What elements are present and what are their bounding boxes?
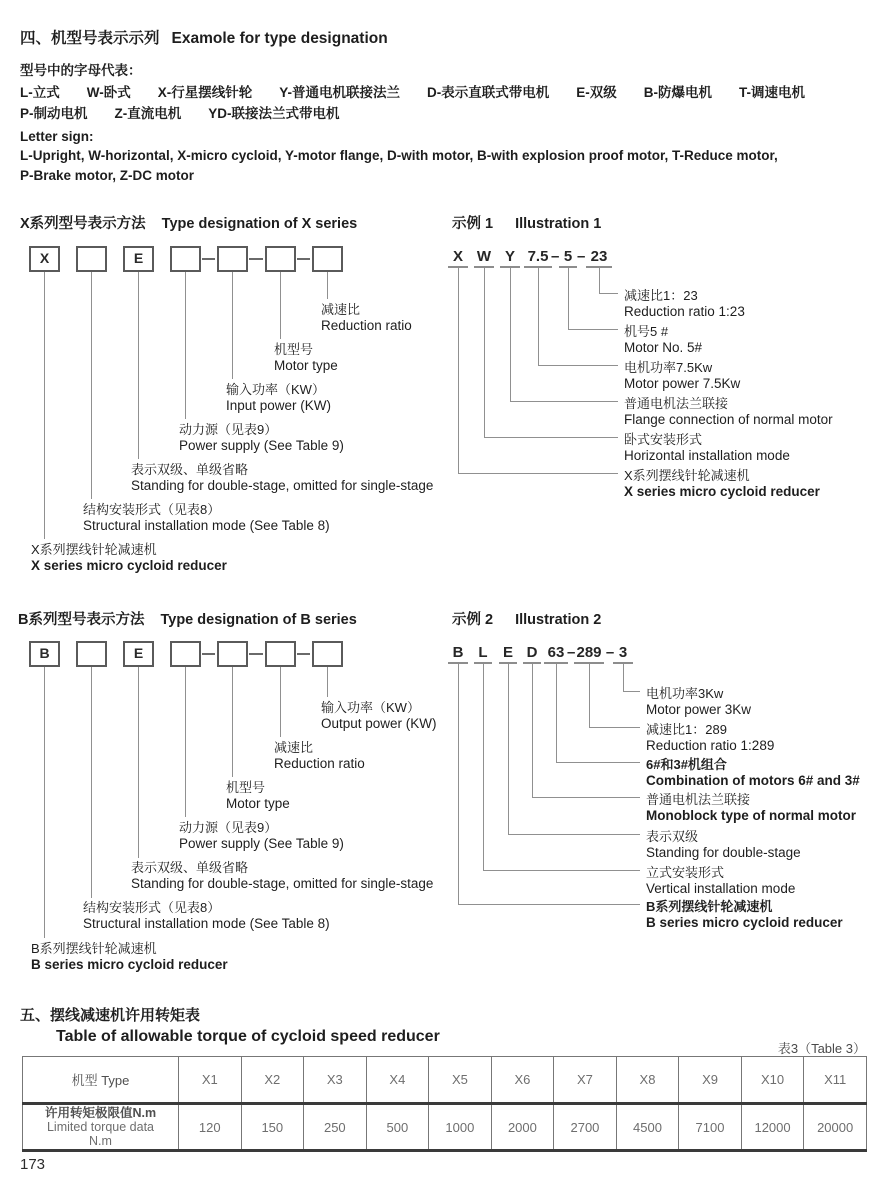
diagram-label-zh: 电机功率7.5Kw	[624, 360, 713, 375]
model-code-box	[170, 246, 201, 272]
table-cell: 2700	[554, 1104, 617, 1151]
diagram-label-zh: 减速比1：289	[646, 722, 727, 737]
diagram-label-zh: 动力源（见表9）	[179, 422, 278, 437]
diagram-label-en: Input power (KW)	[226, 398, 332, 413]
diagram-label-en: Structural installation mode (See Table 8)	[83, 916, 330, 931]
connector-line	[483, 870, 640, 871]
model-code-box: B	[29, 641, 60, 667]
diagram-label	[646, 792, 856, 824]
model-code-char: D	[523, 644, 541, 664]
diagram-label-en: Structural installation mode (See Table 8)	[83, 518, 330, 533]
connector-line	[623, 691, 640, 692]
connector-line	[538, 268, 539, 365]
letters-line-2: P-制动电机 Z-直流电机 YD-联接法兰式带电机	[20, 106, 340, 121]
table-cell: 120	[179, 1104, 242, 1151]
diagram-label-zh: 动力源（见表9）	[179, 820, 278, 835]
diagram-label	[226, 780, 290, 812]
x-series-heading-en: Type designation of X series	[161, 216, 358, 232]
model-code-char: 7.5	[524, 248, 552, 268]
model-code-dash: –	[567, 644, 576, 661]
diagram-label-en: X series micro cycloid reducer	[31, 558, 227, 573]
diagram-label	[624, 360, 740, 392]
illustration1-heading-zh: 示例 1	[452, 216, 494, 232]
connector-line	[91, 272, 92, 499]
diagram-label-en: Motor power 7.5Kw	[624, 376, 741, 391]
table-header-cell: X9	[679, 1057, 742, 1104]
table-header-row	[23, 1057, 867, 1104]
connector-line	[532, 664, 533, 797]
model-code-box	[217, 246, 248, 272]
model-code-char: 63	[544, 644, 568, 664]
box-separator-dash	[249, 653, 263, 655]
diagram-label-zh: 机型号	[226, 780, 266, 795]
model-code-char: B	[448, 644, 468, 664]
diagram-label-en: Horizontal installation mode	[624, 448, 790, 463]
diagram-label	[624, 432, 790, 464]
model-code-char: E	[499, 644, 517, 664]
table-cell: 2000	[491, 1104, 554, 1151]
connector-line	[280, 667, 281, 737]
illustration2-heading-en: Illustration 2	[515, 612, 602, 628]
model-code-char: X	[448, 248, 468, 268]
diagram-label-zh: 减速比1：23	[624, 288, 698, 303]
diagram-label-en: B series micro cycloid reducer	[31, 957, 228, 972]
page-title-zh: 四、机型号表示示列	[20, 30, 160, 47]
table-cell: 12000	[741, 1104, 804, 1151]
letter-sign-line-1: L-Upright, W-horizontal, X-micro cycloid, Y-motor flange, D-with motor, B-with explosion proof motor, T-Reduce motor,	[20, 148, 778, 163]
table-header-cell: X10	[741, 1057, 804, 1104]
diagram-label-zh: 电机功率3Kw	[646, 686, 724, 701]
model-code-char: 289	[574, 644, 604, 664]
box-separator-dash	[297, 653, 310, 655]
connector-line	[599, 293, 618, 294]
connector-line	[327, 667, 328, 697]
diagram-label-en: Reduction ratio 1:289	[646, 738, 775, 753]
diagram-label	[321, 700, 437, 732]
connector-line	[138, 272, 139, 459]
connector-line	[484, 437, 618, 438]
connector-line	[458, 268, 459, 473]
model-code-char: L	[474, 644, 492, 664]
row-label-unit: N.m	[89, 1134, 112, 1148]
diagram-label	[179, 820, 344, 852]
connector-line	[510, 401, 618, 402]
diagram-label-en: Reduction ratio 1:23	[624, 304, 745, 319]
diagram-label-en: Motor No. 5#	[624, 340, 703, 355]
diagram-label	[624, 468, 820, 500]
table-header-cell: X3	[304, 1057, 367, 1104]
diagram-label	[646, 899, 843, 931]
table-cell: 150	[241, 1104, 304, 1151]
box-separator-dash	[202, 653, 215, 655]
table-cell: 500	[366, 1104, 429, 1151]
b-series-heading	[18, 608, 357, 629]
b-series-heading-zh: B系列型号表示方法	[18, 612, 145, 628]
diagram-label	[646, 865, 795, 897]
illustration2-heading	[452, 608, 601, 629]
diagram-label-en: Power supply (See Table 9)	[179, 438, 344, 453]
letters-line-1: L-立式 W-卧式 X-行星摆线针轮 Y-普通电机联接法兰 D-表示直联式带电机 E-双级 B-防爆电机 T-调速电机	[20, 85, 805, 100]
diagram-label	[321, 302, 412, 334]
connector-line	[599, 268, 600, 293]
table-header-cell: X5	[429, 1057, 492, 1104]
box-separator-dash	[249, 258, 263, 260]
illustration1-heading-en: Illustration 1	[515, 216, 602, 232]
diagram-label	[226, 382, 331, 414]
diagram-label-zh: 表示双级	[646, 829, 699, 844]
diagram-label	[131, 860, 433, 892]
connector-line	[568, 268, 569, 329]
diagram-label	[646, 829, 801, 861]
model-code-char: 5	[559, 248, 577, 268]
connector-line	[280, 272, 281, 339]
diagram-label-zh: 机号5 #	[624, 324, 669, 339]
diagram-label	[31, 941, 228, 973]
table-row	[23, 1104, 867, 1151]
diagram-label	[646, 722, 774, 754]
connector-line	[508, 664, 509, 834]
connector-line	[458, 473, 618, 474]
model-code-box: E	[123, 641, 154, 667]
row-label-en: Limited torque data	[46, 1120, 154, 1134]
table-header-cell: X4	[366, 1057, 429, 1104]
table-header-cell: X8	[616, 1057, 679, 1104]
connector-line	[232, 667, 233, 777]
table-header-cell: X11	[804, 1057, 867, 1104]
diagram-label-zh: 结构安装形式（见表8）	[83, 502, 221, 517]
diagram-label-en: Vertical installation mode	[646, 881, 796, 896]
model-code-dash: –	[577, 248, 586, 265]
table-cell: 7100	[679, 1104, 742, 1151]
diagram-label	[274, 342, 338, 374]
connector-line	[458, 904, 640, 905]
diagram-label	[646, 757, 860, 789]
diagram-label-zh: B系列摆线针轮减速机	[646, 899, 773, 914]
model-code-box	[76, 641, 107, 667]
model-code-box	[265, 246, 296, 272]
connector-line	[589, 664, 590, 727]
model-code-box	[312, 641, 343, 667]
diagram-label-en: Flange connection of normal motor	[624, 412, 833, 427]
page-title-en: Examole for type designation	[171, 30, 388, 47]
page-number: 173	[20, 1156, 46, 1173]
diagram-label-zh: 6#和3#机组合	[646, 757, 727, 772]
connector-line	[185, 667, 186, 817]
connector-line	[556, 762, 640, 763]
diagram-label-zh: 普通电机法兰联接	[646, 792, 751, 807]
connector-line	[484, 268, 485, 437]
diagram-label-en: Motor type	[226, 796, 290, 811]
table-row-label	[23, 1104, 179, 1151]
diagram-label	[83, 900, 330, 932]
diagram-label-zh: 立式安装形式	[646, 865, 725, 880]
diagram-label-en: Reduction ratio	[274, 756, 365, 771]
illustration1-heading	[452, 212, 601, 233]
connector-line	[458, 664, 459, 904]
diagram-label-zh: 卧式安装形式	[624, 432, 703, 447]
connector-line	[532, 797, 640, 798]
torque-table	[22, 1056, 867, 1152]
model-code-box	[217, 641, 248, 667]
diagram-label-zh: 表示双级、单级省略	[131, 462, 249, 477]
diagram-label-zh: X系列摆线针轮减速机	[31, 542, 157, 557]
connector-line	[538, 365, 618, 366]
connector-line	[138, 667, 139, 858]
diagram-label-en: X series micro cycloid reducer	[624, 484, 820, 499]
model-code-char: 3	[613, 644, 633, 664]
diagram-label-en: Standing for double-stage	[646, 845, 801, 860]
connector-line	[327, 272, 328, 299]
section5-heading-en: Table of allowable torque of cycloid speed reducer	[56, 1028, 440, 1045]
diagram-label-zh: 普通电机法兰联接	[624, 396, 729, 411]
b-series-heading-en: Type designation of B series	[160, 612, 357, 628]
letter-sign-line-2: P-Brake motor, Z-DC motor	[20, 168, 195, 183]
diagram-label	[624, 288, 745, 320]
connector-line	[185, 272, 186, 419]
letter-sign-title: Letter sign:	[20, 129, 94, 144]
model-code-char: Y	[500, 248, 520, 268]
diagram-label-zh: 机型号	[274, 342, 314, 357]
connector-line	[589, 727, 640, 728]
model-code-char: W	[474, 248, 494, 268]
model-code-box	[170, 641, 201, 667]
diagram-label-en: Standing for double-stage, omitted for single-stage	[131, 478, 434, 493]
diagram-label-zh: 减速比	[321, 302, 361, 317]
table-header-cell: X1	[179, 1057, 242, 1104]
diagram-label-en: Combination of motors 6# and 3#	[646, 773, 860, 788]
connector-line	[510, 268, 511, 401]
page-title	[20, 26, 388, 48]
model-code-box	[76, 246, 107, 272]
diagram-label	[624, 396, 833, 428]
x-series-heading	[20, 212, 357, 233]
diagram-label-en: B series micro cycloid reducer	[646, 915, 843, 930]
x-series-heading-zh: X系列型号表示方法	[20, 216, 146, 232]
letters-intro: 型号中的字母代表：	[20, 63, 142, 78]
table-header-cell: X7	[554, 1057, 617, 1104]
model-code-box: E	[123, 246, 154, 272]
diagram-label-zh: 输入功率（KW）	[321, 700, 420, 715]
table-header-cell: 机型 Type	[23, 1057, 179, 1104]
connector-line	[483, 664, 484, 870]
illustration2-heading-zh: 示例 2	[452, 612, 494, 628]
diagram-label	[31, 542, 227, 574]
section5-heading-zh: 五、摆线减速机许用转矩表	[20, 1007, 201, 1024]
diagram-label-en: Motor power 3Kw	[646, 702, 752, 717]
table-header-cell: X2	[241, 1057, 304, 1104]
table-header-cell: X6	[491, 1057, 554, 1104]
connector-line	[44, 272, 45, 539]
diagram-label-zh: 减速比	[274, 740, 314, 755]
model-code-dash: –	[551, 248, 560, 265]
connector-line	[556, 664, 557, 762]
connector-line	[91, 667, 92, 898]
diagram-label-en: Reduction ratio	[321, 318, 412, 333]
table-cell: 250	[304, 1104, 367, 1151]
model-code-box	[312, 246, 343, 272]
diagram-label	[274, 740, 365, 772]
box-separator-dash	[202, 258, 215, 260]
connector-line	[232, 272, 233, 379]
table-cell: 20000	[804, 1104, 867, 1151]
diagram-label	[646, 686, 751, 718]
diagram-label	[624, 324, 702, 356]
diagram-label	[179, 422, 344, 454]
model-code-dash: –	[605, 644, 615, 661]
diagram-label-en: Standing for double-stage, omitted for single-stage	[131, 876, 434, 891]
connector-line	[508, 834, 640, 835]
diagram-label-zh: 结构安装形式（见表8）	[83, 900, 221, 915]
table-cell: 4500	[616, 1104, 679, 1151]
diagram-label-zh: 输入功率（KW）	[226, 382, 325, 397]
row-label-zh: 许用转矩极限值N.m	[44, 1106, 157, 1120]
diagram-label-en: Motor type	[274, 358, 338, 373]
table-cell: 1000	[429, 1104, 492, 1151]
diagram-label-en: Monoblock type of normal motor	[646, 808, 857, 823]
diagram-label	[83, 502, 330, 534]
connector-line	[568, 329, 618, 330]
model-code-box: X	[29, 246, 60, 272]
model-code-box	[265, 641, 296, 667]
diagram-label-zh: B系列摆线针轮减速机	[31, 941, 157, 956]
connector-line	[623, 664, 624, 691]
table-note: 表3（Table 3）	[777, 1041, 866, 1056]
diagram-label-zh: X系列摆线针轮减速机	[624, 468, 750, 483]
model-code-char: 23	[586, 248, 612, 268]
diagram-label-en: Output power (KW)	[321, 716, 437, 731]
diagram-label-en: Power supply (See Table 9)	[179, 836, 344, 851]
diagram-label-zh: 表示双级、单级省略	[131, 860, 249, 875]
box-separator-dash	[297, 258, 310, 260]
diagram-label	[131, 462, 433, 494]
connector-line	[44, 667, 45, 938]
